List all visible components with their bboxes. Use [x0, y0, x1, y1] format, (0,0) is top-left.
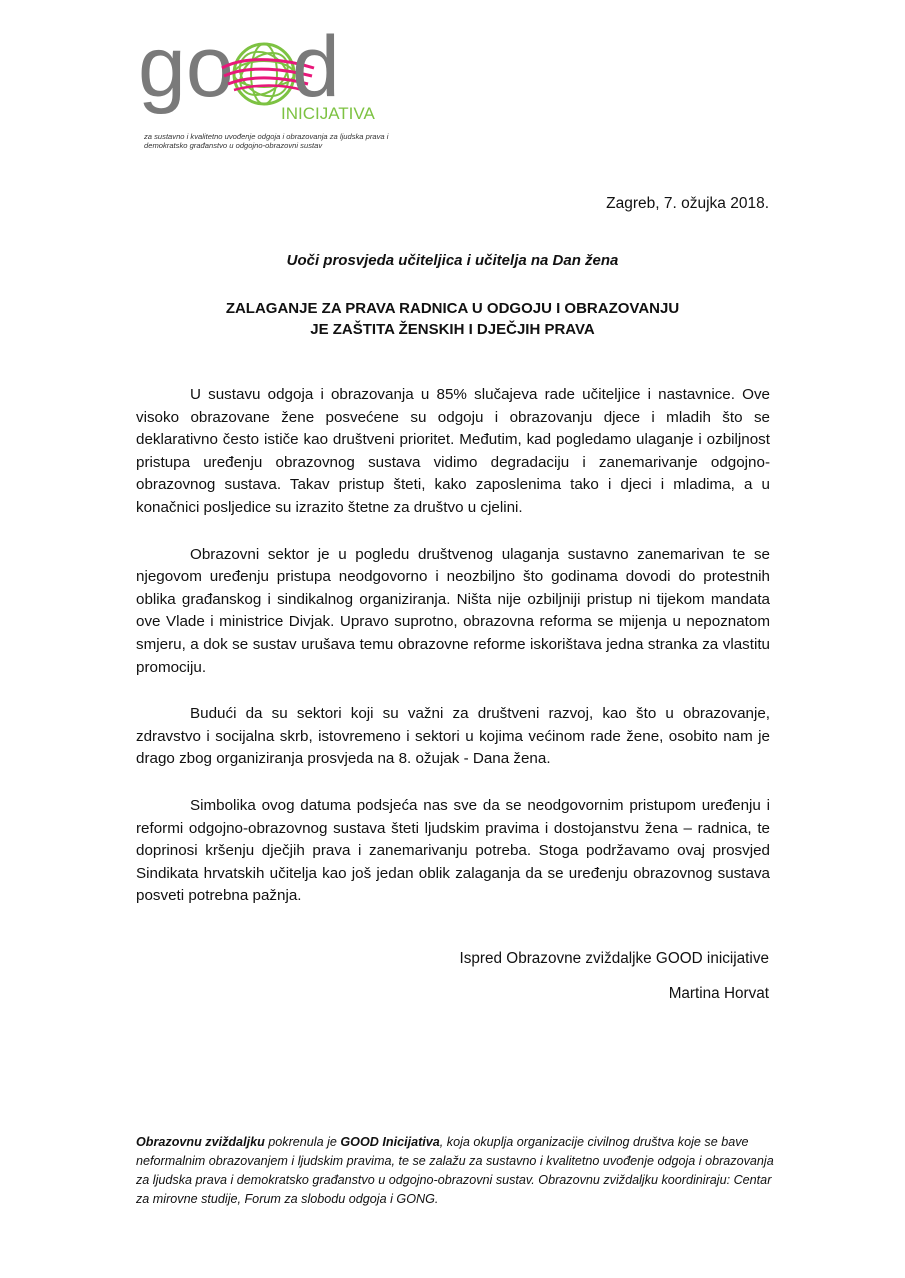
paragraph: U sustavu odgoja i obrazovanja u 85% slučajeva rade učiteljice i nastavnice. Ove visoko obrazovane žene posvećene su odgoju i obrazovanju djece i mladih što se deklarativno često ističe kao društveni prioritet. Međutim, kad pogledamo ulaganje i ozbiljnost pristupa uređenju obrazovnog sustava vidimo degradaciju i zanemarivanje odgojno-obrazovnog sustava. Takav pristup šteti, kako zaposlenima tako i djeci i mladima, a u konačnici posljedice su izrazito štetne za društvo u cjelini. [136, 386, 770, 516]
logo-subtitle: za sustavno i kvalitetno uvođenje odgoja i obrazovanja za ljudska prava i demokratsko građanstvo u odgojno-obrazovni sustav [144, 132, 389, 150]
footer-text-1: pokrenula je [264, 1135, 341, 1149]
good-logo [138, 18, 408, 158]
document-title [0, 298, 905, 340]
document-body [136, 384, 770, 932]
footer-bold-1: Obrazovnu zviždaljku [136, 1135, 265, 1149]
document-date: Zagreb, 7. ožujka 2018. [606, 195, 769, 212]
footer-note [136, 1133, 776, 1209]
title-line-2: JE ZAŠTITA ŽENSKIH I DJEČJIH PRAVA [310, 321, 595, 338]
pre-title: Uoči prosvjeda učiteljica i učitelja na Dan žena [286, 252, 619, 269]
logo-letter-d: d [292, 19, 340, 115]
title-line-1: ZALAGANJE ZA PRAVA RADNICA U ODGOJU I OBRAZOVANJU [225, 300, 680, 317]
logo-tagline: INICIJATIVA [281, 104, 375, 123]
logo-letters-go: go [138, 19, 234, 115]
signature-name: Martina Horvat [668, 985, 769, 1002]
signature-line: Ispred Obrazovne zviždaljke GOOD inicijative [459, 950, 769, 967]
footer-text-2: , koja okuplja organizacije civilnog društva koje se bave neformalnim obrazovanjem i ljudskim pravima, te se zalažu za sustavno i kvalitetno uvođenje odgoja i obrazovanja za ljudska prava i demokratsko građanstvo u odgojno-obrazovni sustav. Obrazovnu zviždaljku koordiniraju: Centar za mirovne studije, Forum za slobodu odgoja i GONG. [136, 1135, 774, 1206]
paragraph: Obrazovni sektor je u pogledu društvenog ulaganja sustavno zanemarivan te se njegovom uređenju pristupa neodgovorno i neozbiljno što godinama dovodi do protestnih oblika građanskog i sindikalnog organiziranja. Ništa nije ozbiljniji pristup ni tijekom mandata ove Vlade i ministrice Divjak. Upravo suprotno, obrazovna reforma se mijenja u nepoznatom smjeru, a dok se sustav urušava temu obrazovne reforme iskorištava jedna stranka za vlastitu promociju. [136, 545, 770, 676]
paragraph: Simbolika ovog datuma podsjeća nas sve da se neodgovornim pristupom uređenju i reformi odgojno-obrazovnog sustava šteti ljudskim pravima i dostojanstvu žena – radnica, te doprinosi kršenju dječjih prava i zanemarivanju potreba. Stoga podržavamo ovaj prosvjed Sindikata hrvatskih učitelja kao još jedan oblik zalaganja da se uređenju obrazovnog sustava posveti potrebna pažnja. [136, 796, 770, 905]
paragraph: Budući da su sektori koji su važni za društveni razvoj, kao što u obrazovanje, zdravstvo i socijalna skrb, istovremeno i sektori u kojima većinom rade žene, osobito nam je drago zbog organiziranja prosvjeda na 8. ožujak - Dana žena. [136, 705, 770, 768]
good-logo-graphic [138, 18, 408, 130]
footer-bold-2: GOOD Inicijativa [340, 1135, 440, 1149]
